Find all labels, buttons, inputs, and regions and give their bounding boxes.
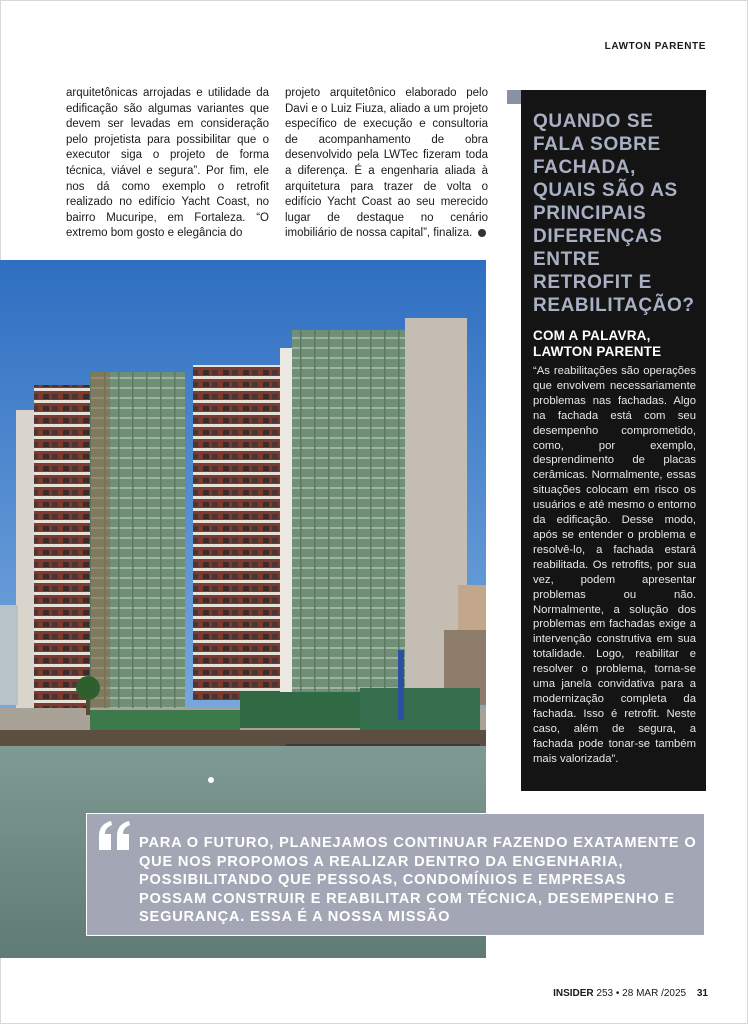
pull-quote: [86, 813, 705, 936]
page-footer: [553, 988, 708, 999]
sidebar-title: QUANDO SE FALA SOBRE FACHADA, QUAIS SÃO AS PRINCIPAIS DIFERENÇAS ENTRE RETROFIT E REABILITAÇÃO?: [533, 111, 695, 316]
issue-info: 253 • 28 MAR /2025: [596, 988, 687, 999]
pull-quote-text: PARA O FUTURO, PLANEJAMOS CONTINUAR FAZENDO EXATAMENTE O QUE NOS PROPOMOS A REALIZAR DENTRO DA ENGENHARIA, POSSIBILITANDO QUE PESSOAS, CONDOMÍNIOS E EMPRESAS POSSAM CONSTRUIR E REABILITAR COM TÉCNICA, DESEMPENHO E SEGURANÇA. ESSA É A NOSSA MISSÃO: [139, 835, 697, 925]
article-column-2-text: projeto arquitetônico elaborado pelo Davi e o Luiz Fiuza, aliado a um projeto específico de execução e consultoria de acompanhamento de obra desenvolvido pela LWTec fizeram toda a diferença. É a engenharia aliada à arquitetura para trazer de volta o edifício Yacht Coast ao seu merecido lugar de destaque no cenário imobiliário de nossa capital”, finaliza.: [285, 87, 488, 240]
sidebar-subtitle: COM A PALAVRA, LAWTON PARENTE: [533, 328, 662, 359]
end-of-article-icon: [478, 229, 486, 237]
quote-marks-icon: [97, 820, 133, 852]
sidebar-body: “As reabilitações são operações que envolvem necessariamente problemas nas fachadas. Algo na fachada está com seu desempenho comprometido, como, por exemplo, desprendimento de placas cerâmicas. Normalmente, essas situações colocam em risco os usuários e até mesmo o entorno da edificação. Desse modo, após se entender o problema e resolvê-lo, a fachada estará reabilitada. Os retrofits, por sua vez, podem apresentar problemas ou não. Normalmente, a solução dos problemas em fachadas exige a intervenção construtiva em sua totalidade. Logo, reabilitar e resolver o problema, torna-se uma janela convidativa para a modernização completa da fachada. Isso é retrofit. Neste caso, além de segura, a fachada pode tonar-se também mais valorizada”.: [533, 365, 696, 765]
page-number: 31: [696, 988, 708, 999]
article-column-2: [285, 86, 488, 242]
sidebar-box: [521, 90, 706, 791]
magazine-name: INSIDER: [553, 988, 594, 999]
article-column-1: arquitetônicas arrojadas e utilidade da edificação são algumas variantes que devem ser levadas em consideração pelo projetista para possibilitar que o executor siga o projeto de forma técnica, viável e segura”. Por fim, ele nos dá como exemplo o retrofit realizado no edifício Yacht Coast, no bairro Mucuripe, em Fortaleza. “O extremo bom gosto e elegância do: [66, 87, 269, 240]
sidebar-accent: [507, 90, 521, 104]
section-header: LAWTON PARENTE: [604, 41, 706, 52]
